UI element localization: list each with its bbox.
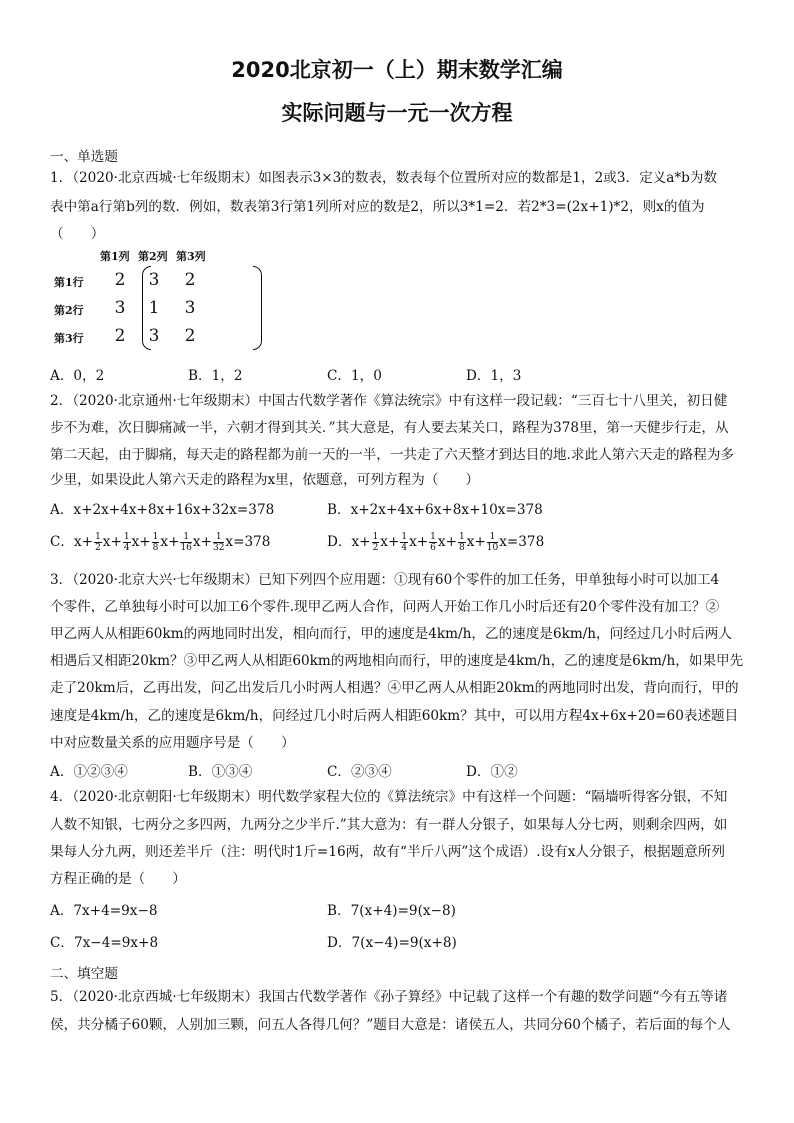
matrix-row-header: 第3行 (54, 332, 84, 345)
question-1-line-1: 1．（2020·北京西城·七年级期末）如图表示3×3的数表，数表每个位置所对应的数都是1，2或3．定义a*b为数 (50, 170, 718, 186)
equation-term: x (380, 534, 388, 550)
equation-operator: + (387, 534, 400, 550)
equation-term: x (351, 534, 360, 550)
question-4-line-4: 方程正确的是（ ） (50, 871, 186, 887)
question-1-line-2: 表中第a行第b列的数．例如，数表第3行第1列所对应的数是2，所以3*1=2．若2*3=(2x+1)*2，则x的值为 (50, 199, 705, 215)
question-4-line-3: 果每人分九两，则还差半斤（注：明代时1斤=16两，故有“半斤八两”这个成语）.设有x人分银子，根据题意所列 (50, 844, 725, 860)
equation-term: x (74, 534, 82, 550)
question-3-line-1: 3．（2020·北京大兴·七年级期末）已知下列四个应用题：①现有60个零件的加工任务，甲单独每小时可以加工4 (50, 572, 720, 588)
fraction (458, 532, 466, 553)
fraction (487, 532, 498, 553)
equation-term: x (499, 534, 507, 550)
question-1-option-b: B．1，2 (188, 368, 243, 384)
option-d-label: D． (327, 534, 352, 550)
fraction (180, 532, 191, 553)
fraction (429, 532, 437, 553)
fraction-denominator: 16 (180, 543, 192, 553)
fraction-numerator: 1 (401, 532, 408, 542)
equation-term: x (102, 534, 111, 550)
fraction-numerator: 1 (180, 532, 191, 543)
matrix-row-header: 第2行 (54, 304, 84, 317)
equation-term: x (466, 534, 475, 550)
equation-operator: + (474, 534, 486, 550)
question-4-option-b: B．7(x+4)=9(x−8) (327, 903, 456, 919)
equation-operator: + (200, 534, 212, 550)
question-5-line-2: 侯，共分橘子60颗，人别加三颗，问五人各得几何？”题目大意是：诸侯五人，共同分60个橘子，若后面的每个人 (50, 1017, 731, 1033)
question-3-option-b: B．①③④ (188, 764, 253, 780)
matrix-cell: 3 (148, 270, 160, 290)
question-2-option-c (50, 530, 270, 553)
question-3-option-a: A．①②③④ (50, 764, 128, 780)
question-2-line-1: 2．（2020·北京通州·七年级期末）中国古代数学著作《算法统宗》中有这样一段记载：“三百七十八里关，初日健 (50, 393, 728, 409)
equation-term: x (437, 534, 446, 550)
fraction-denominator: 2 (372, 543, 379, 553)
question-1-option-a: A．0，2 (50, 368, 105, 384)
fraction-numerator: 1 (95, 532, 101, 542)
equation-term: x (160, 534, 169, 550)
question-4-option-d: D．7(x−4)=9(x+8) (327, 935, 457, 951)
equation-rhs: =378 (506, 534, 545, 550)
question-1-line-3: （ ） (50, 226, 105, 242)
fraction-denominator: 6 (430, 543, 436, 553)
question-3-line-5: 走了20km后，乙再出发，问乙出发后几小时两人相遇？④甲乙两人从相距20km的两地同时出发，背向而行，甲的 (50, 680, 739, 696)
fraction-denominator: 8 (458, 543, 465, 553)
matrix-col-header: 第2列 (138, 250, 168, 263)
question-2-option-a: A．x+2x+4x+8x+16x+32x=378 (50, 502, 275, 518)
question-2-line-3: 第二天起，由于脚痛，每天走的路程都为前一天的一半，一共走了六天整才到达目的地.求此人第六天走的路程为多 (50, 447, 735, 463)
equation-operator: + (168, 534, 180, 550)
question-3-line-6: 速度是4km/h，乙的速度是6km/h，问经过几小时后两人相距60km？其中，可以用方程4x+6x+20=60表述题目 (50, 708, 739, 724)
fraction-numerator: 1 (372, 532, 379, 542)
equation-operator: + (139, 534, 151, 550)
question-1-option-d: D．1，3 (466, 368, 522, 384)
fraction-numerator: 1 (123, 532, 130, 542)
question-1-option-c: C．1，0 (327, 368, 382, 384)
option-c-label: C． (50, 534, 74, 550)
section-heading-single-choice: 一、单选题 (50, 149, 118, 165)
question-3-line-7: 中对应数量关系的应用题序号是（ ） (50, 735, 295, 751)
fraction (372, 532, 380, 553)
fraction-denominator: 8 (152, 543, 159, 553)
fraction-numerator: 1 (152, 532, 159, 542)
question-4-option-c: C．7x−4=9x+8 (50, 935, 159, 951)
equation-operator: + (445, 534, 457, 550)
question-2-line-4: 少里，如果设此人第六天走的路程为x里，依题意，可列方程为（ ） (50, 472, 480, 488)
question-3-option-c: C．②③④ (327, 764, 392, 780)
fraction-numerator: 1 (487, 532, 498, 543)
fraction (213, 532, 224, 553)
fraction-denominator: 4 (401, 543, 408, 553)
question-4-line-2: 人数不知银，七两分之多四两，九两分之少半斤.”其大意为：有一群人分银子，如果每人分七两，则剩余四两，如 (50, 817, 728, 833)
matrix-cell: 1 (148, 298, 160, 318)
question-3-line-3: 甲乙两人从相距60km的两地同时出发，相向而行，甲的速度是4km/h，乙的速度是6km/h，问经过几小时后两人 (50, 626, 732, 642)
equation-operator: + (81, 534, 94, 550)
section-heading-fill-in: 二、填空题 (50, 966, 118, 982)
matrix-right-bracket (253, 266, 262, 350)
equation-term: x (409, 534, 417, 550)
question-4-line-1: 4．（2020·北京朝阳·七年级期末）明代数学家程大位的《算法统宗》中有这样一个问题：“隔墙听得客分银，不知 (50, 789, 728, 805)
fraction-numerator: 1 (458, 532, 465, 542)
matrix-cell: 2 (184, 270, 196, 290)
matrix-col-header: 第1列 (100, 250, 130, 263)
document-title: 2020北京初一（上）期末数学汇编 (231, 58, 563, 82)
fraction-denominator: 2 (95, 543, 101, 553)
question-3-option-d: D．①② (466, 764, 518, 780)
fraction (94, 532, 102, 553)
number-table-figure (50, 248, 230, 358)
matrix-col-header: 第3列 (176, 250, 206, 263)
matrix-row-header: 第1行 (54, 276, 84, 289)
matrix-cell: 2 (114, 270, 126, 290)
equation-operator: + (359, 534, 371, 550)
matrix-cell: 3 (114, 298, 126, 318)
question-2-option-b: B．x+2x+4x+6x+8x+10x=378 (327, 502, 543, 518)
equation-term: x (192, 534, 201, 550)
equation-operator: + (110, 534, 122, 550)
question-5-line-1: 5．（2020·北京西城·七年级期末）我国古代数学著作《孙子算经》中记载了这样一个有趣的数学问题“今有五等诸 (50, 989, 728, 1005)
matrix-cell: 2 (114, 326, 126, 346)
matrix-cell: 2 (184, 326, 196, 346)
equation-term: x (131, 534, 140, 550)
question-4-option-a: A．7x+4=9x−8 (50, 903, 158, 919)
question-3-line-4: 相遇后又相距20km？③甲乙两人从相距60km的两地相向而行，甲的速度是4km/h，乙的速度是6km/h，如果甲先 (50, 653, 744, 669)
question-2-line-2: 步不为难，次日脚痛减一半，六朝才得到其关．”其大意是，有人要去某关口，路程为378里，第一天健步行走，从 (50, 420, 729, 436)
fraction-numerator: 1 (213, 532, 224, 543)
equation-operator: + (416, 534, 429, 550)
matrix-cell: 3 (148, 326, 160, 346)
fraction-denominator: 32 (212, 543, 225, 553)
fraction-denominator: 4 (123, 543, 130, 553)
document-subtitle: 实际问题与一元一次方程 (281, 101, 513, 125)
fraction (400, 532, 408, 553)
fraction-denominator: 10 (486, 543, 499, 553)
question-3-line-2: 个零件，乙单独每小时可以加工6个零件.现甲乙两人合作，问两人开始工作几小时后还有20个零件没有加工？② (50, 599, 720, 615)
fraction (123, 532, 131, 553)
fraction (152, 532, 160, 553)
equation-term: x (225, 534, 234, 550)
matrix-cell: 3 (184, 298, 196, 318)
fraction-numerator: 1 (430, 532, 436, 542)
question-2-option-d (327, 530, 544, 553)
equation-rhs: =378 (233, 534, 271, 550)
